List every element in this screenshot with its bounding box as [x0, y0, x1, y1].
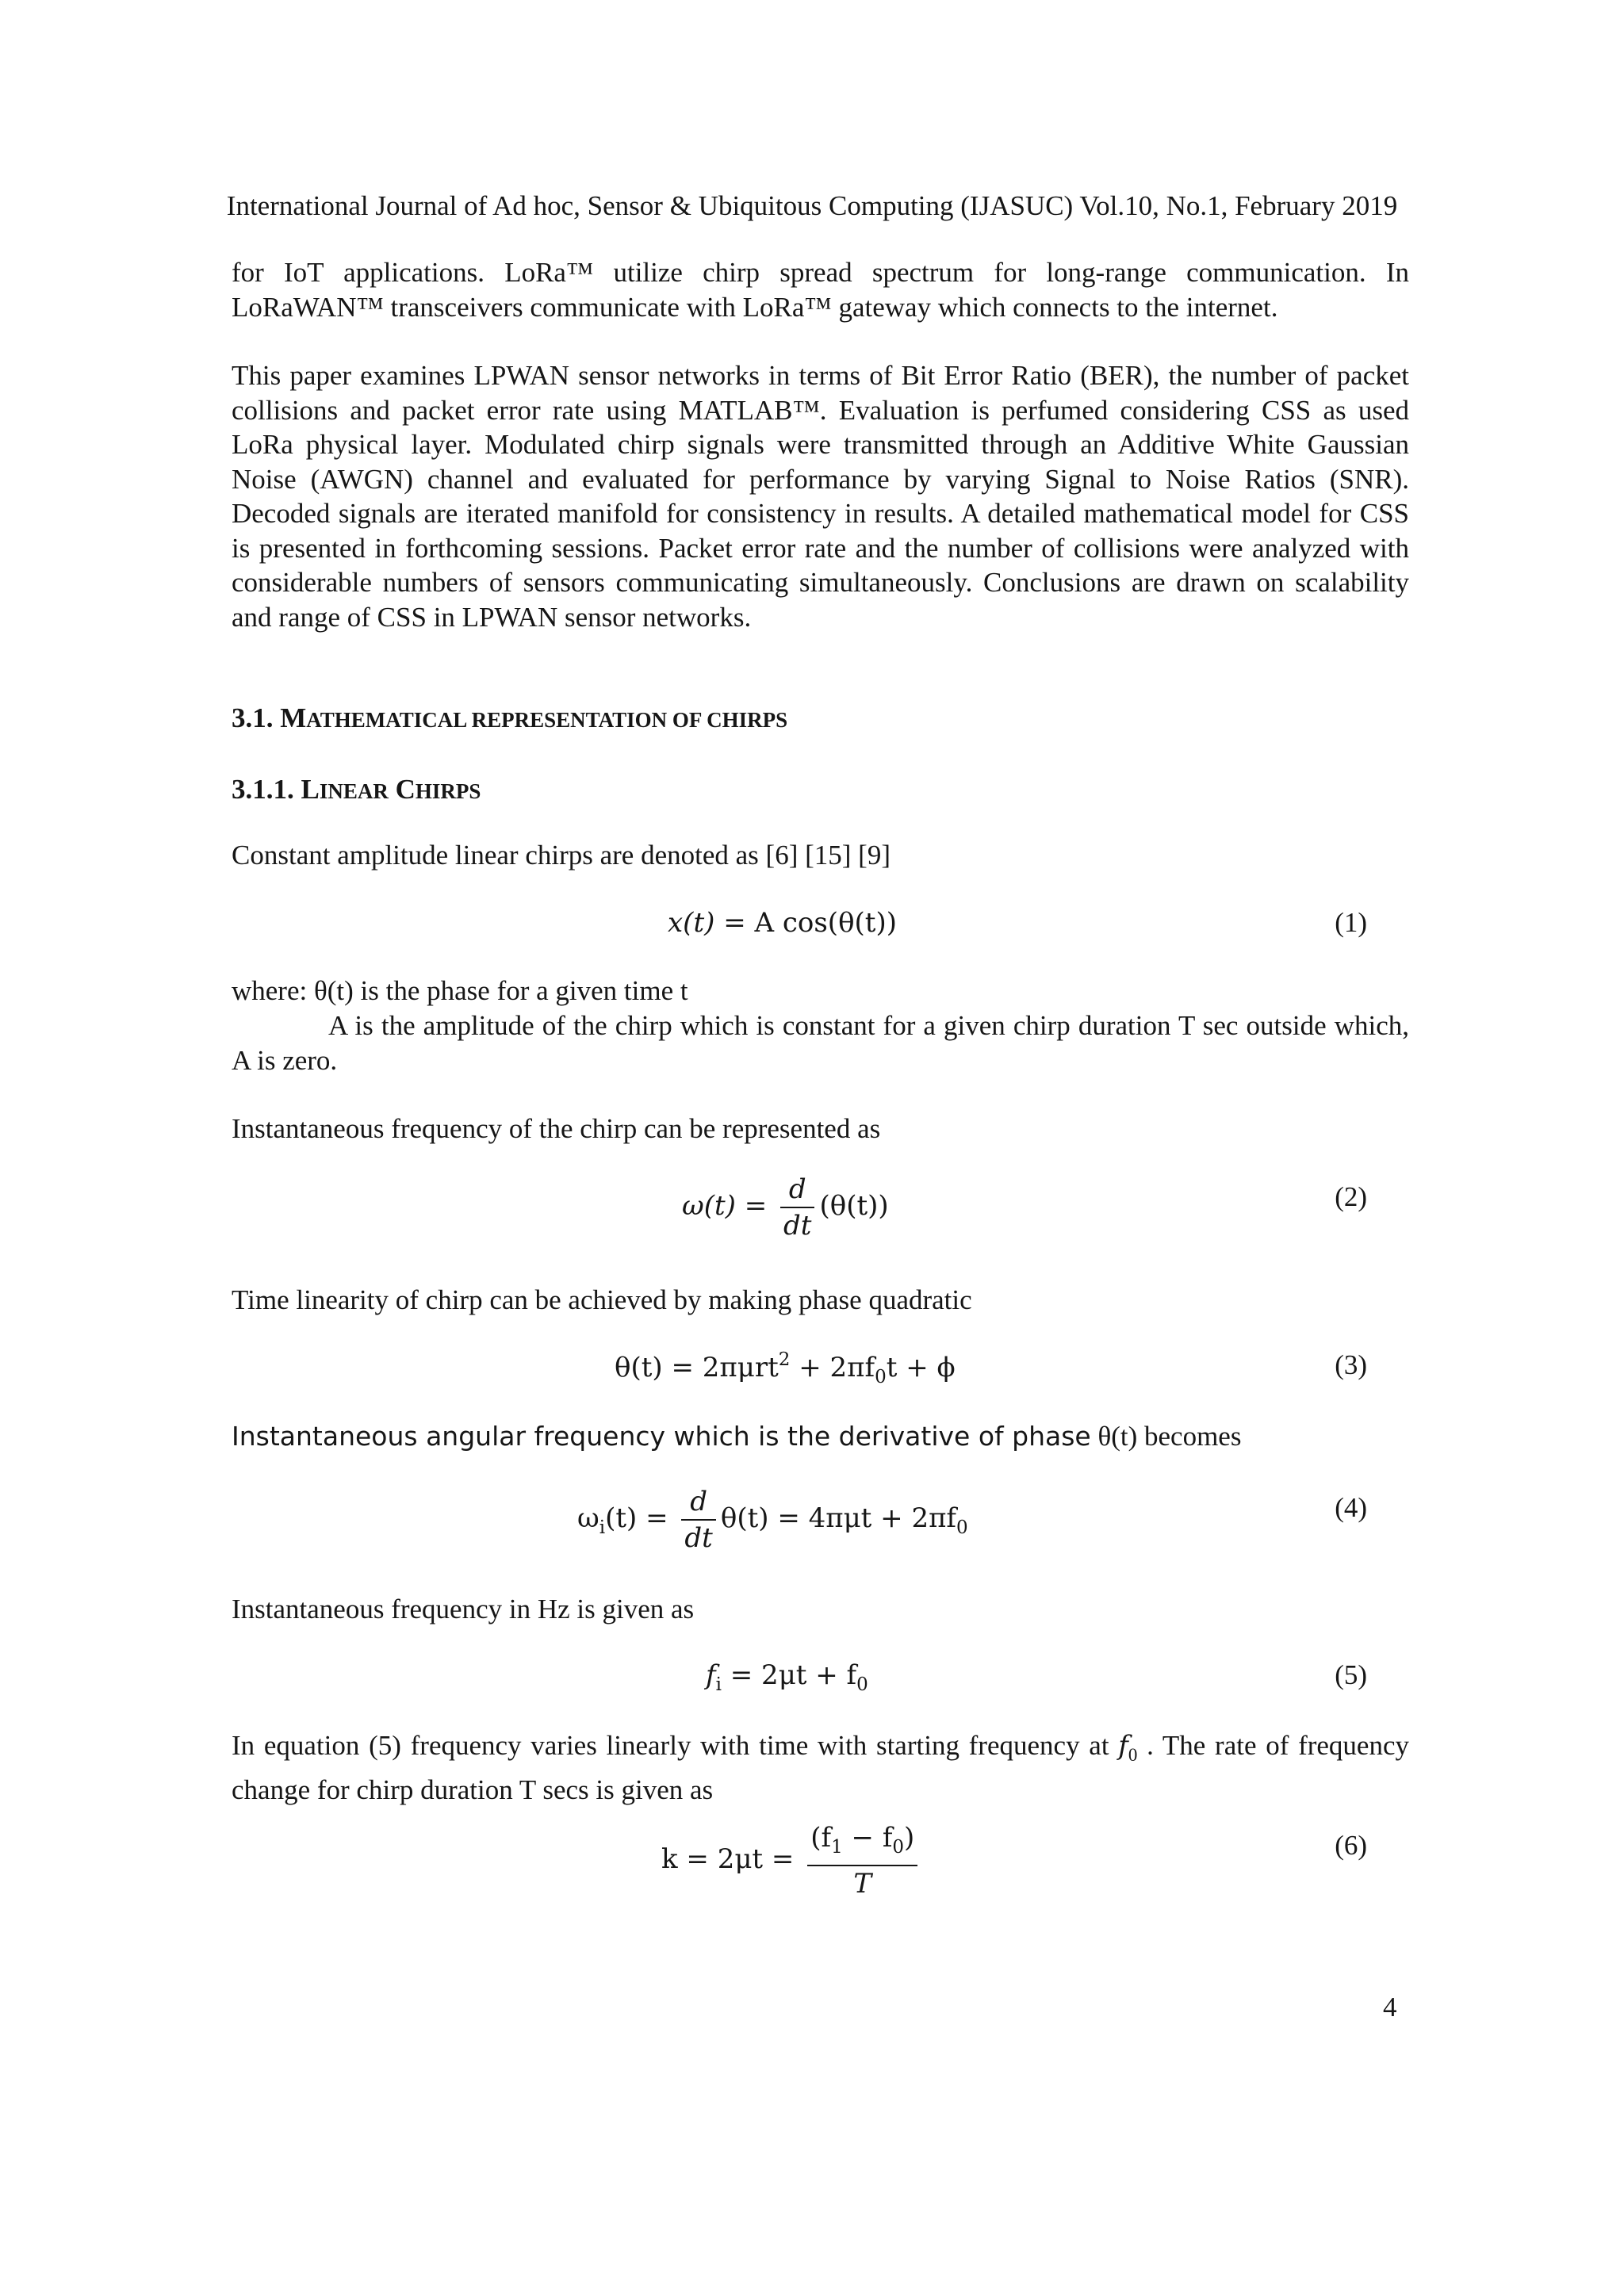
equation-2-number: (2)	[1335, 1181, 1367, 1212]
fraction-d-dt-2: $\frac{d}{dt}$	[681, 1484, 715, 1556]
where-clause-amplitude: A is the amplitude of the chirp which is constant for a given chirp duration T sec outside which, A is zero.	[232, 1010, 1409, 1076]
paragraph-inst-freq: Instantaneous frequency of the chirp can be represented as	[232, 1113, 881, 1144]
equation-4: $\omega_i(t)$ = $\frac{d}{dt}$ $\theta(t) = 4\pi\mu t + 2\pi f_0$	[577, 1486, 968, 1554]
fraction-d-dt: $\frac{d}{dt}$	[780, 1172, 814, 1243]
paragraph-rate-of-change: In equation (5) frequency varies linearly with time with starting frequency at $f_0$ . The rate of frequency change for chirp duration T secs is given as	[232, 1730, 1409, 1805]
equation-1: x(t) = A cos(θ(t))	[668, 907, 897, 939]
paragraph-paper-overview: This paper examines LPWAN sensor networks in terms of Bit Error Ratio (BER), the number of packet collisions and packet error rate using MATLAB™. Evaluation is perfumed considering CSS as used LoRa physical layer. Modulated chirp signals were transmitted through an Additive White Gaussian Noise (AWGN) channel and evaluated for performance by varying Signal to Noise Ratios (SNR). Decoded signals are iterated manifold for consistency in results. A detailed mathematical model for CSS is presented in forthcoming sessions. Packet error rate and the number of collisions were analyzed with considerable numbers of sensors communicating simultaneously. Conclusions are drawn on scalability and range of CSS in LPWAN sensor networks.	[232, 360, 1409, 633]
journal-header: International Journal of Ad hoc, Sensor & Ubiquitous Computing (IJASUC) Vol.10, No.1, February 2019	[226, 190, 1398, 221]
paragraph-time-linearity: Time linearity of chirp can be achieved by making phase quadratic	[232, 1284, 972, 1315]
equation-2: ω(t) = $\frac{d}{dt}$ (θ(t))	[682, 1173, 889, 1242]
paragraph-chirp-intro: Constant amplitude linear chirps are denoted as [6] [15] [9]	[232, 840, 891, 871]
where-clause-theta: where: θ(t) is the phase for a given time t	[232, 975, 688, 1006]
equation-4-number: (4)	[1335, 1492, 1367, 1523]
page-number: 4	[1383, 1992, 1397, 2022]
equation-1-number: (1)	[1335, 907, 1367, 938]
paragraph-freq-hz: Instantaneous frequency in Hz is given as	[232, 1594, 695, 1624]
equation-3: $\theta(t) = 2\pi\mu rt^2 + 2\pi f_0t + \phi$	[615, 1349, 956, 1387]
fraction-f1-f0-over-T: $\frac{(f_1 - f_0)}{T}$	[807, 1820, 917, 1901]
equation-6-number: (6)	[1335, 1830, 1367, 1861]
equation-5: $f_i = 2\mu t + f_0$	[706, 1659, 868, 1695]
paragraph-lora: for IoT applications. LoRa™ utilize chirp spread spectrum for long-range communication. In LoRaWAN™ transceivers communicate with LoRa™ gateway which connects to the internet.	[232, 257, 1409, 323]
equation-6: k = 2μt = $\frac{(f_1 - f_0)}{T}$	[661, 1820, 922, 1901]
section-heading-3-1: 3.1. MATHEMATICAL REPRESENTATION OF CHIRPS	[232, 702, 788, 733]
equation-3-number: (3)	[1335, 1349, 1367, 1380]
paragraph-angular-freq: Instantaneous angular frequency which is the derivative of phase θ(t) becomes	[232, 1421, 1242, 1452]
subsection-heading-3-1-1: 3.1.1. LINEAR CHIRPS	[232, 774, 481, 805]
equation-5-number: (5)	[1335, 1659, 1367, 1690]
